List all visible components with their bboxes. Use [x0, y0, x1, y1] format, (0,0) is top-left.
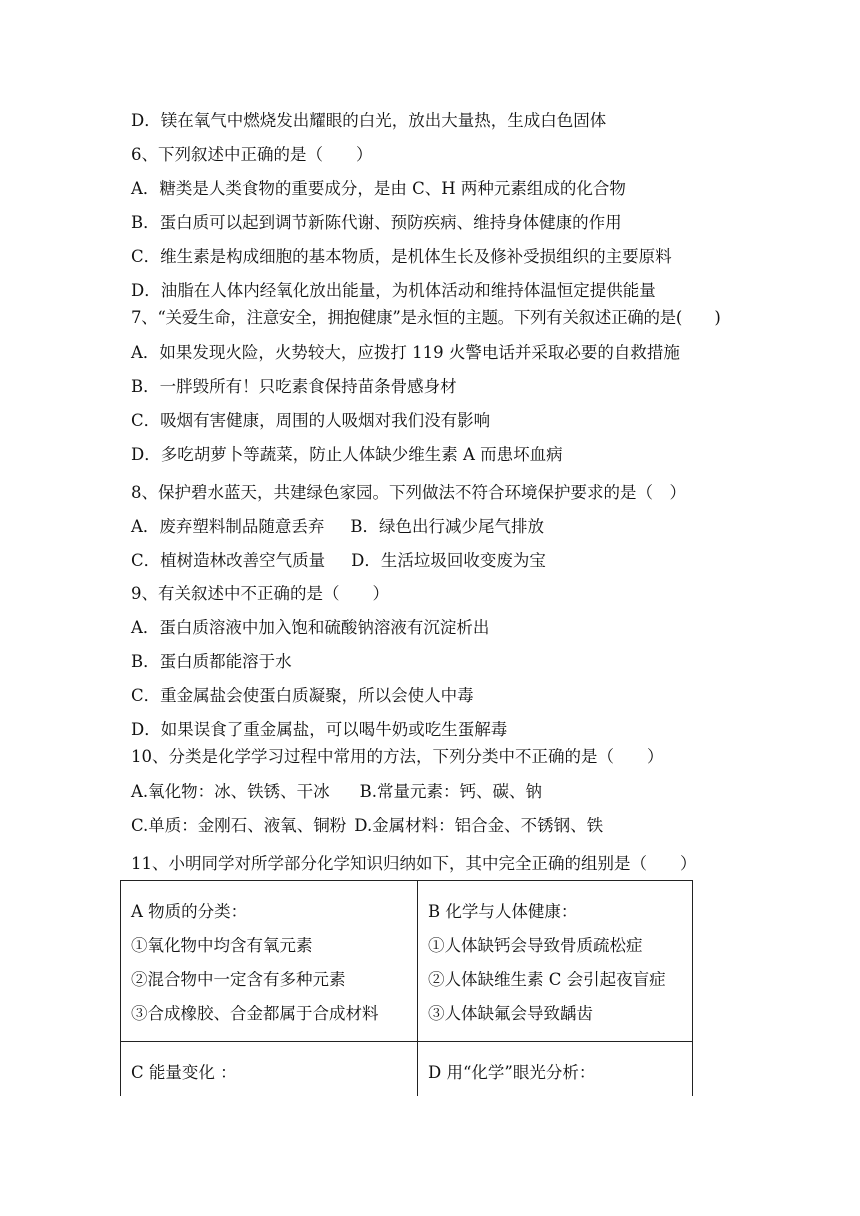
cell-b-item-2: ②人体缺维生素 C 会引起夜盲症	[428, 970, 666, 989]
knowledge-table	[120, 880, 693, 1096]
q9-option-d: D．如果误食了重金属盐，可以喝牛奶或吃生蛋解毒	[131, 720, 508, 739]
cell-c-title: C 能量变化 ：	[131, 1063, 237, 1082]
q10-option-b: B.常量元素：钙、碳、钠	[359, 782, 543, 801]
q10-option-d: D.金属材料：铝合金、不锈钢、铁	[354, 816, 604, 835]
q9-option-c: C．重金属盐会使蛋白质凝聚，所以会使人中毒	[131, 686, 474, 705]
q10-option-c: C.单质：金刚石、液氧、铜粉	[131, 816, 347, 835]
q6-option-b: B．蛋白质可以起到调节新陈代谢、预防疾病、维持身体健康的作用	[131, 213, 622, 232]
cell-b-item-1: ①人体缺钙会导致骨质疏松症	[428, 936, 643, 955]
cell-a-title: A 物质的分类：	[131, 902, 248, 921]
q8-option-d: D．生活垃圾回收变废为宝	[351, 551, 546, 570]
cell-a-item-2: ②混合物中一定含有多种元素	[131, 970, 346, 989]
cell-b-title: B 化学与人体健康：	[428, 902, 578, 921]
q7-option-a: A．如果发现火险，火势较大，应拨打 119 火警电话并采取必要的自救措施	[131, 343, 680, 362]
q9-option-a: A．蛋白质溶液中加入饱和硫酸钠溶液有沉淀析出	[131, 618, 490, 637]
q8-options-row-2	[131, 550, 546, 572]
q8-stem: 8、保护碧水蓝天，共建绿色家园。下列做法不符合环境保护要求的是（ ）	[131, 483, 686, 502]
q11-stem: 11、小明同学对所学部分化学知识归纳如下，其中完全正确的组别是（ ）	[131, 854, 697, 873]
q10-options-row-2	[131, 815, 603, 837]
cell-b	[418, 881, 693, 1042]
q7-option-b: B．一胖毁所有！只吃素食保持苗条骨感身材	[131, 377, 457, 396]
q8-option-b: B．绿色出行减少尾气排放	[350, 517, 545, 536]
q9-option-b: B．蛋白质都能溶于水	[131, 652, 292, 671]
cell-a	[121, 881, 418, 1042]
q9-stem: 9、有关叙述中不正确的是（ ）	[131, 584, 389, 603]
cell-a-item-1: ①氧化物中均含有氧元素	[131, 936, 313, 955]
q8-option-c: C．植树造林改善空气质量	[131, 551, 326, 570]
cell-a-item-3: ③合成橡胶、合金都属于合成材料	[131, 1004, 379, 1023]
q10-options-row-1	[131, 781, 542, 803]
q7-option-d: D．多吃胡萝卜等蔬菜，防止人体缺少维生素 A 而患坏血病	[131, 445, 563, 464]
q6-stem: 6、下列叙述中正确的是（ ）	[131, 145, 373, 164]
q6-option-a: A．糖类是人类食物的重要成分，是由 C、H 两种元素组成的化合物	[131, 179, 626, 198]
q6-option-d: D．油脂在人体内经氧化放出能量，为机体活动和维持体温恒定提供能量	[131, 281, 656, 300]
q8-options-row-1	[131, 516, 544, 538]
cell-c	[121, 1042, 418, 1097]
cell-d-title: D 用“化学”眼光分析：	[428, 1063, 596, 1082]
q7-stem: 7、“关爱生命，注意安全，拥抱健康”是永恒的主题。下列有关叙述正确的是( )	[131, 308, 721, 327]
q10-stem: 10、分类是化学学习过程中常用的方法，下列分类中不正确的是（ ）	[131, 747, 664, 766]
q10-option-a: A.氧化物：冰、铁锈、干冰	[131, 782, 330, 801]
q8-option-a: A．废弃塑料制品随意丢弃	[131, 517, 325, 536]
q7-option-c: C．吸烟有害健康，周围的人吸烟对我们没有影响	[131, 411, 491, 430]
cell-d	[418, 1042, 693, 1097]
q5-option-d: D．镁在氧气中燃烧发出耀眼的白光，放出大量热，生成白色固体	[131, 111, 607, 130]
cell-b-item-3: ③人体缺氟会导致龋齿	[428, 1004, 593, 1023]
q6-option-c: C．维生素是构成细胞的基本物质，是机体生长及修补受损组织的主要原料	[131, 247, 672, 266]
